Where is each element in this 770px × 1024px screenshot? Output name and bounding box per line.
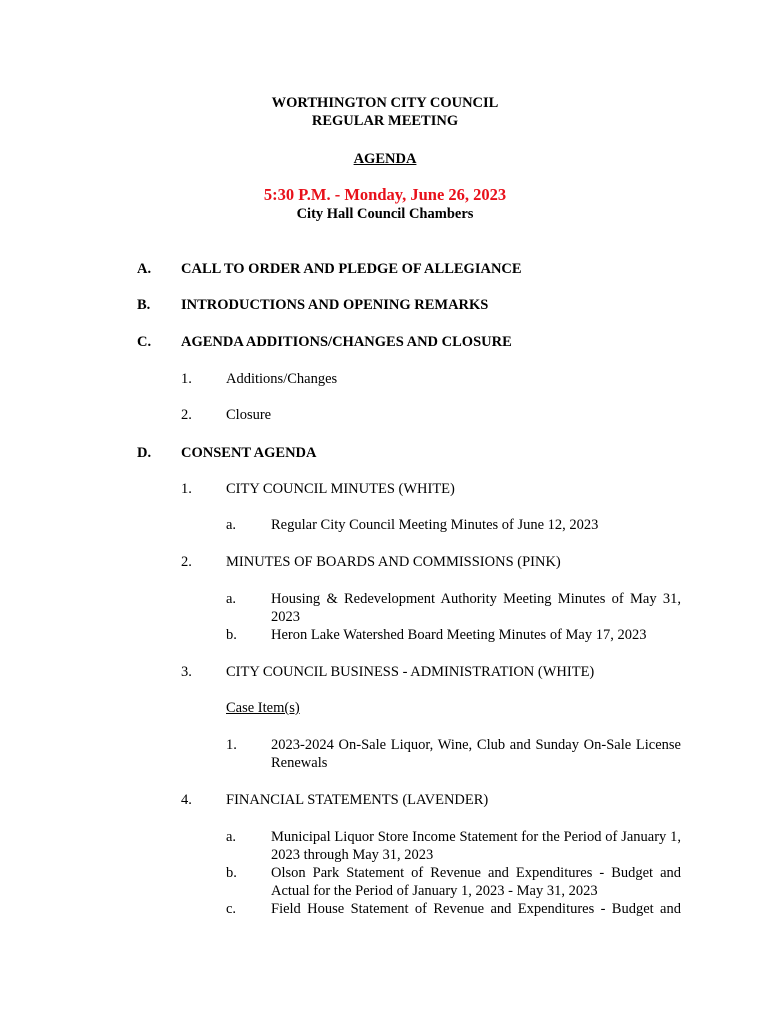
meeting-type: REGULAR MEETING bbox=[311, 113, 459, 129]
consent-subitem-letter: a. bbox=[226, 829, 237, 845]
section-a-title: CALL TO ORDER AND PLEDGE OF ALLEGIANCE bbox=[181, 261, 522, 277]
consent-item-title: FINANCIAL STATEMENTS (LAVENDER) bbox=[226, 792, 489, 808]
consent-subitem-letter: c. bbox=[226, 901, 237, 917]
consent-subitem-letter: a. bbox=[226, 517, 237, 533]
consent-subitem-text: Heron Lake Watershed Board Meeting Minutes of May 17, 2023 bbox=[271, 627, 647, 643]
section-a-letter: A. bbox=[137, 261, 152, 277]
consent-subitem-text: Housing & Redevelopment Authority Meeting Minutes of May 31, 2023 bbox=[271, 591, 681, 625]
section-c-item-num: 1. bbox=[181, 371, 192, 387]
consent-subitem-text: Municipal Liquor Store Income Statement for the Period of January 1, 2023 through May 31, 2023 bbox=[271, 829, 681, 863]
section-d-letter: D. bbox=[137, 445, 152, 461]
case-items-heading: Case Item(s) bbox=[226, 700, 300, 716]
org-title: WORTHINGTON CITY COUNCIL bbox=[271, 95, 499, 111]
consent-subitem-text: Regular City Council Meeting Minutes of June 12, 2023 bbox=[271, 517, 599, 533]
section-c-item-text: Additions/Changes bbox=[226, 371, 338, 387]
section-c-title: AGENDA ADDITIONS/CHANGES AND CLOSURE bbox=[181, 334, 512, 350]
meeting-location: City Hall Council Chambers bbox=[296, 206, 474, 222]
meeting-datetime: 5:30 P.M. - Monday, June 26, 2023 bbox=[263, 185, 507, 204]
section-b-title: INTRODUCTIONS AND OPENING REMARKS bbox=[181, 297, 489, 313]
consent-item-title: CITY COUNCIL BUSINESS - ADMINISTRATION (WHITE) bbox=[226, 664, 595, 680]
case-item-text: 2023-2024 On-Sale Liquor, Wine, Club and Sunday On-Sale License Renewals bbox=[271, 737, 681, 771]
agenda-heading: AGENDA bbox=[353, 151, 417, 167]
consent-item-num: 3. bbox=[181, 664, 192, 680]
consent-subitem-letter: a. bbox=[226, 591, 237, 607]
section-c-item-text: Closure bbox=[226, 407, 272, 423]
consent-item-title: CITY COUNCIL MINUTES (WHITE) bbox=[226, 481, 455, 497]
consent-subitem-letter: b. bbox=[226, 627, 237, 643]
section-c-letter: C. bbox=[137, 334, 152, 350]
section-d-title: CONSENT AGENDA bbox=[181, 445, 317, 461]
case-item-num: 1. bbox=[226, 737, 237, 753]
consent-subitem-text: Field House Statement of Revenue and Expenditures - Budget and bbox=[271, 901, 681, 917]
section-c-item-num: 2. bbox=[181, 407, 192, 423]
consent-item-num: 2. bbox=[181, 554, 192, 570]
consent-item-num: 1. bbox=[181, 481, 192, 497]
consent-item-num: 4. bbox=[181, 792, 192, 808]
consent-subitem-letter: b. bbox=[226, 865, 237, 881]
consent-item-title: MINUTES OF BOARDS AND COMMISSIONS (PINK) bbox=[226, 554, 561, 570]
consent-subitem-text: Olson Park Statement of Revenue and Expenditures - Budget and Actual for the Period of January 1, 2023 - May 31, 2023 bbox=[271, 865, 681, 899]
section-b-letter: B. bbox=[137, 297, 151, 313]
